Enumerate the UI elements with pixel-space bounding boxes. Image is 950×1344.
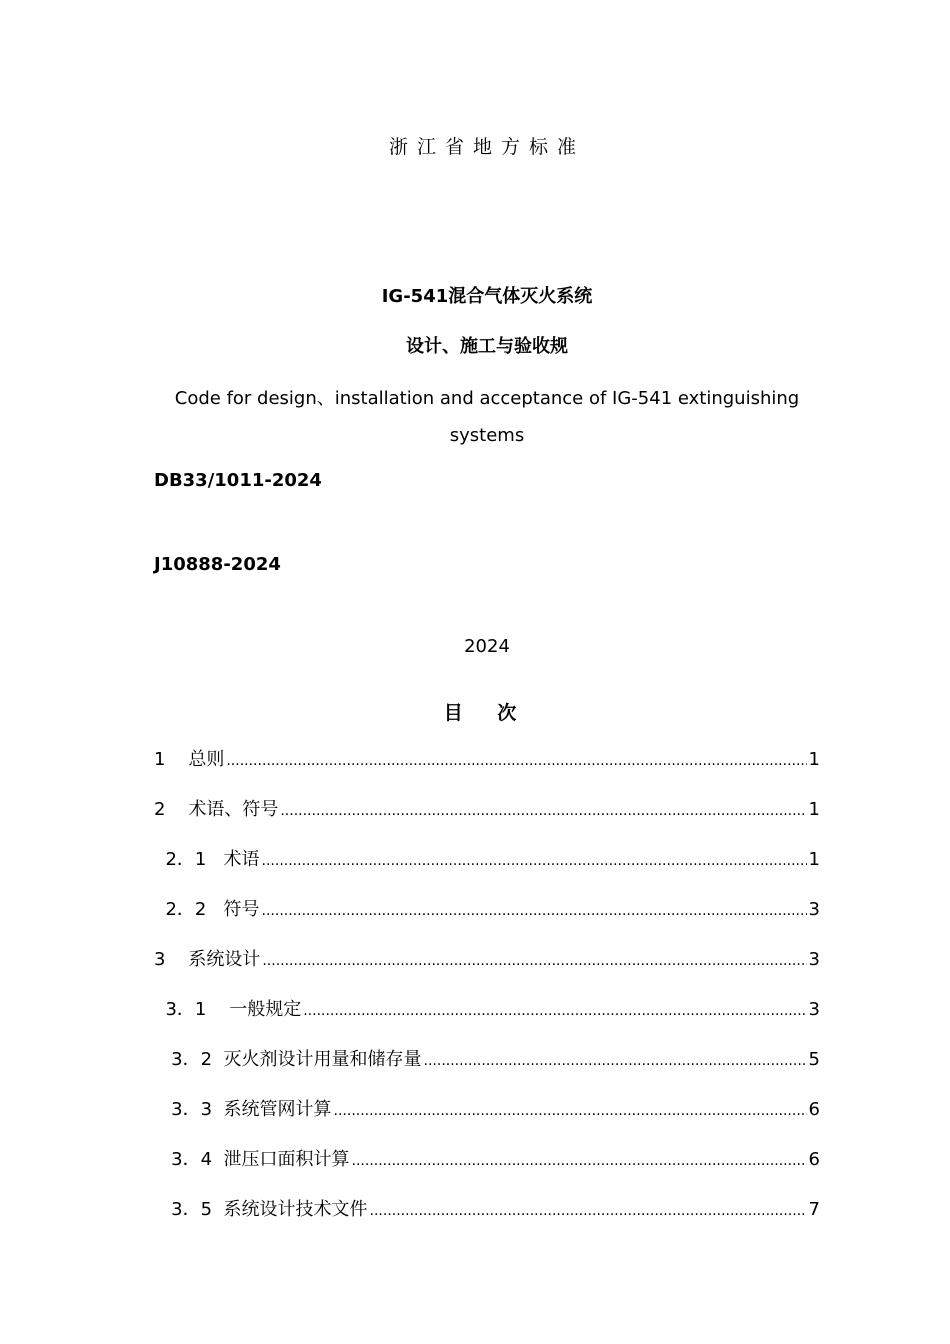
toc-item-page: 1 — [808, 799, 820, 820]
record-number: J10888-2024 — [154, 554, 281, 575]
toc-leader-dots — [424, 1041, 807, 1081]
toc-leader-dots — [352, 1141, 807, 1181]
english-title: Code for design、installation and acceptance of IG-541 extinguishing systems — [174, 388, 800, 446]
toc-item-title: 一般规定 — [229, 999, 302, 1020]
toc-item-title: 符号 — [223, 899, 260, 920]
toc-item-page: 3 — [808, 949, 820, 970]
toc-item-page: 3 — [808, 999, 820, 1020]
toc-leader-dots — [262, 941, 806, 981]
toc-item-title: 灭火剂设计用量和储存量 — [223, 1049, 422, 1070]
toc-item[interactable] — [154, 840, 820, 890]
toc-item-number: 1 — [154, 749, 189, 770]
toc-item[interactable] — [154, 1090, 820, 1140]
toc-item-page: 1 — [808, 749, 820, 770]
toc-leader-dots — [303, 991, 806, 1031]
toc-item-page: 6 — [808, 1099, 820, 1120]
toc-item-title: 泄压口面积计算 — [223, 1149, 350, 1170]
toc-item[interactable] — [154, 890, 820, 940]
toc-item[interactable] — [154, 940, 820, 990]
toc-leader-dots — [262, 891, 807, 931]
toc-item-page: 6 — [808, 1149, 820, 1170]
toc-item-number: 3．3 — [154, 1099, 224, 1120]
toc-item-number: 3 — [154, 949, 189, 970]
issuing-authority: 浙江省地方标准 — [388, 136, 585, 158]
standard-code: DB33/1011-2024 — [154, 470, 322, 491]
toc-item[interactable] — [154, 1140, 820, 1190]
toc-item[interactable] — [154, 990, 820, 1040]
toc-item-number: 2．2 — [154, 899, 224, 920]
toc-leader-dots — [226, 741, 806, 781]
document-subtitle: 设计、施工与验收规 — [406, 336, 568, 357]
toc-item-title: 总则 — [188, 749, 225, 770]
toc-item-title: 术语 — [223, 849, 260, 870]
toc-item-title: 系统设计技术文件 — [223, 1199, 368, 1220]
toc-item-page: 1 — [808, 849, 820, 870]
toc-leader-dots — [280, 791, 806, 831]
table-of-contents — [154, 740, 820, 1240]
toc-item-page: 3 — [808, 899, 820, 920]
toc-item[interactable] — [154, 1190, 820, 1240]
toc-item[interactable] — [154, 1040, 820, 1090]
toc-item-title: 术语、符号 — [188, 799, 279, 820]
toc-item[interactable] — [154, 790, 820, 840]
toc-leader-dots — [370, 1191, 807, 1231]
toc-item-title: 系统设计 — [188, 949, 261, 970]
toc-item-number: 2．1 — [154, 849, 224, 870]
toc-title: 目 次 — [443, 702, 531, 724]
toc-item-number: 3．1 — [154, 999, 230, 1020]
toc-item-page: 7 — [808, 1199, 820, 1220]
toc-item-number: 2 — [154, 799, 189, 820]
document-title: IG-541混合气体灭火系统 — [381, 286, 593, 307]
toc-item-number: 3．2 — [154, 1049, 224, 1070]
toc-item-page: 5 — [808, 1049, 820, 1070]
toc-leader-dots — [262, 841, 807, 881]
toc-leader-dots — [334, 1091, 807, 1131]
toc-item-number: 3．5 — [154, 1199, 224, 1220]
toc-item[interactable] — [154, 740, 820, 790]
publication-year: 2024 — [464, 636, 510, 657]
toc-item-number: 3．4 — [154, 1149, 224, 1170]
toc-item-title: 系统管网计算 — [223, 1099, 332, 1120]
